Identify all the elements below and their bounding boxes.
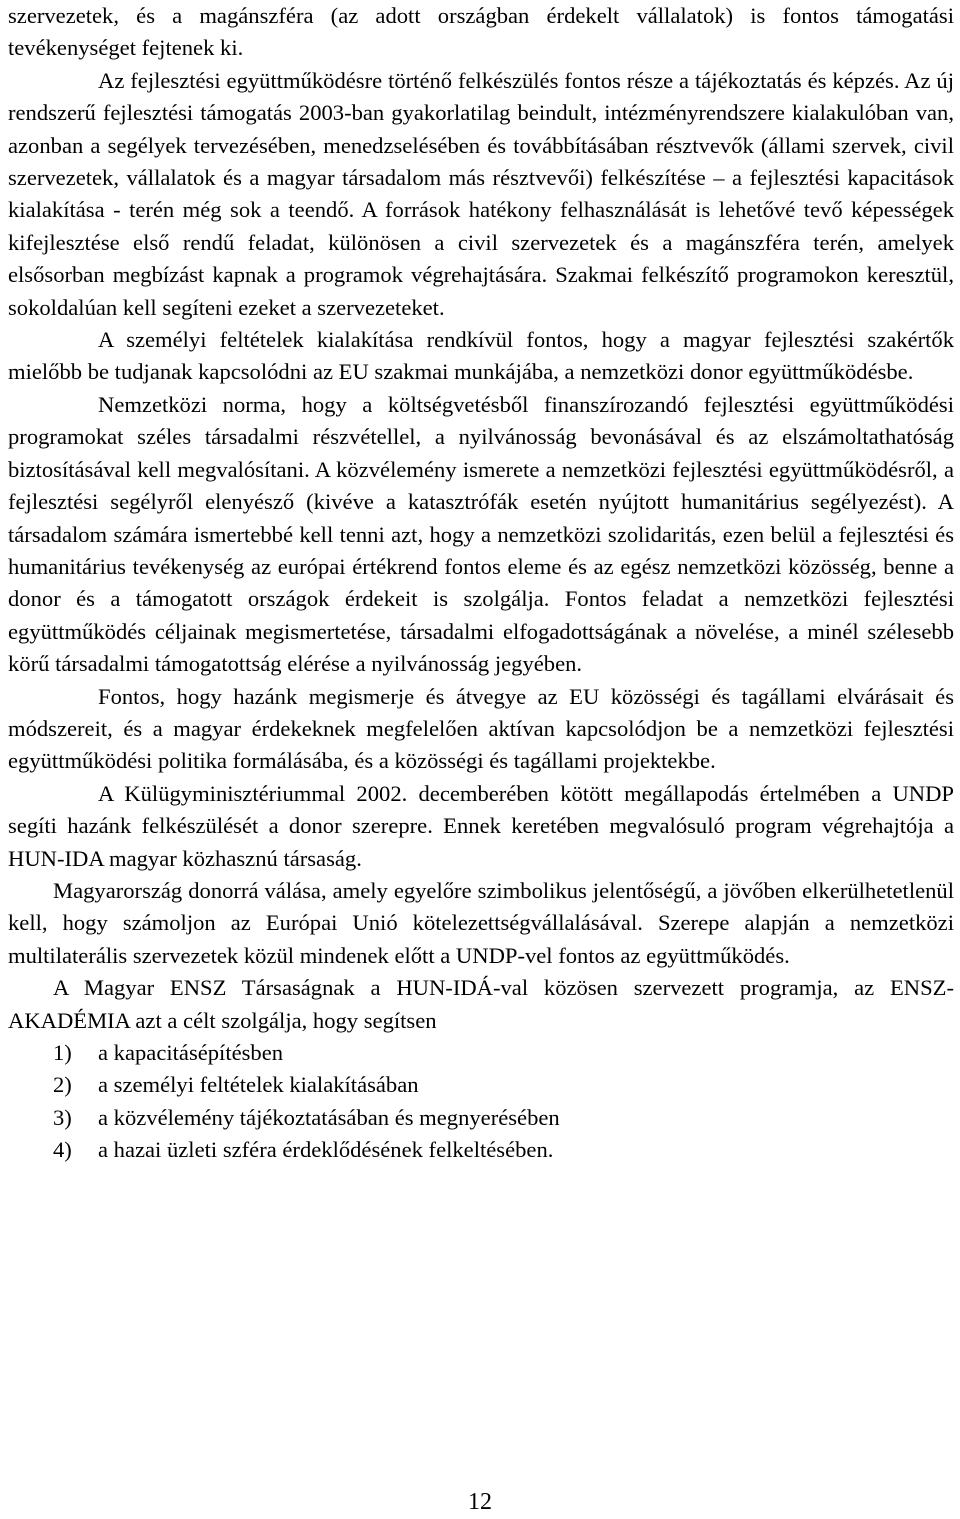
- list-item-text: a közvélemény tájékoztatásában és megnyerésében: [98, 1104, 560, 1130]
- paragraph-6: A Külügyminisztériummal 2002. decemberében kötött megállapodás értelmében a UNDP segíti hazánk felkészülését a donor szerepre. Ennek keretében megvalósuló program végrehajtója a HUN-IDA magyar közhasznú társaság.: [8, 780, 954, 871]
- list-item: [8, 1102, 954, 1134]
- page-number: 12: [468, 1489, 492, 1515]
- list-item-text: a személyi feltételek kialakításában: [98, 1072, 419, 1098]
- paragraph-8: A Magyar ENSZ Társaságnak a HUN-IDÁ-val közösen szervezett programja, az ENSZ-AKADÉMIA azt a célt szolgálja, hogy segítsen: [8, 975, 954, 1033]
- list-item: [8, 1037, 954, 1069]
- document-page: [8, 0, 954, 1167]
- list-item-number: 4): [53, 1137, 72, 1163]
- paragraph-5: Fontos, hogy hazánk megismerje és átvegye az EU közösségi és tagállami elvárásait és módszereit, és a magyar érdekeknek megfelelően aktívan kapcsolódjon be a nemzetközi fejlesztési együttműködési politika formálásába, és a közösségi és tagállami projektekbe.: [8, 683, 954, 774]
- list-item: [8, 1069, 954, 1101]
- paragraph-1: szervezetek, és a magánszféra (az adott országban érdekelt vállalatok) is fontos támogatási tevékenységet fejtenek ki.: [8, 3, 954, 61]
- list-item-text: a kapacitásépítésben: [98, 1040, 284, 1065]
- paragraph-4: Nemzetközi norma, hogy a költségvetésből finanszírozandó fejlesztési együttműködési programokat széles társadalmi részvétellel, a nyilvánosság bevonásával és az elszámoltathatóság biztosításával kell megvalósítani. A közvélemény ismerete a nemzetközi fejlesztési együttműködésről, a fejlesztési segélyről elenyésző (kivéve a katasztrófák esetén nyújtott humanitárius segélyezést). A társadalom számára ismertebbé kell tenni azt, hogy a nemzetközi szolidaritás, ezen belül a fejlesztési és humanitárius tevékenység az európai értékrend fontos eleme és az egész nemzetközi közösség, benne a donor és a támogatott országok érdekeit is szolgálja. Fontos feladat a nemzetközi fejlesztési együttműködés céljainak megismertetése, társadalmi elfogadottságának a növelése, a minél szélesebb körű társadalmi támogatottság elérése a nyilvánosság jegyében.: [8, 391, 954, 677]
- list-item-text: a hazai üzleti szféra érdeklődésének felkeltésében.: [98, 1137, 554, 1163]
- list-item-number: 3): [53, 1104, 72, 1130]
- list-item-number: 1): [53, 1040, 72, 1065]
- numbered-list: [8, 1037, 954, 1167]
- paragraph-3: A személyi feltételek kialakítása rendkívül fontos, hogy a magyar fejlesztési szakértők mielőbb be tudjanak kapcsolódni az EU szakmai munkájába, a nemzetközi donor együttműködésbe.: [8, 327, 954, 385]
- list-item-number: 2): [53, 1072, 72, 1098]
- paragraph-7: Magyarország donorrá válása, amely egyelőre szimbolikus jelentőségű, a jövőben elkerülhetetlenül kell, hogy számoljon az Európai Unió kötelezettségvállalásával. Szerepe alapján a nemzetközi multilaterális szervezetek közül mindenek előtt a UNDP-vel fontos az együttműködés.: [8, 877, 954, 968]
- paragraph-2: Az fejlesztési együttműködésre történő felkészülés fontos része a tájékoztatás és képzés. Az új rendszerű fejlesztési támogatás 2003-ban gyakorlatilag beindult, intézményrendszere kialakulóban van, azonban a segélyek tervezésében, menedzselésében és továbbításában résztvevők (állami szervek, civil szervezetek, vállalatok és a magyar társadalom más résztvevői) felkészítése – a fejlesztési kapacitások kialakítása - terén még sok a teendő. A források hatékony felhasználását is lehetővé tevő képességek kifejlesztése első rendű feladat, különösen a civil szervezetek és a magánszféra terén, amelyek elsősorban megbízást kapnak a programok végrehajtására. Szakmai felkészítő programokon keresztül, sokoldalúan kell segíteni ezeket a szervezeteket.: [8, 67, 954, 320]
- list-item: [8, 1134, 954, 1166]
